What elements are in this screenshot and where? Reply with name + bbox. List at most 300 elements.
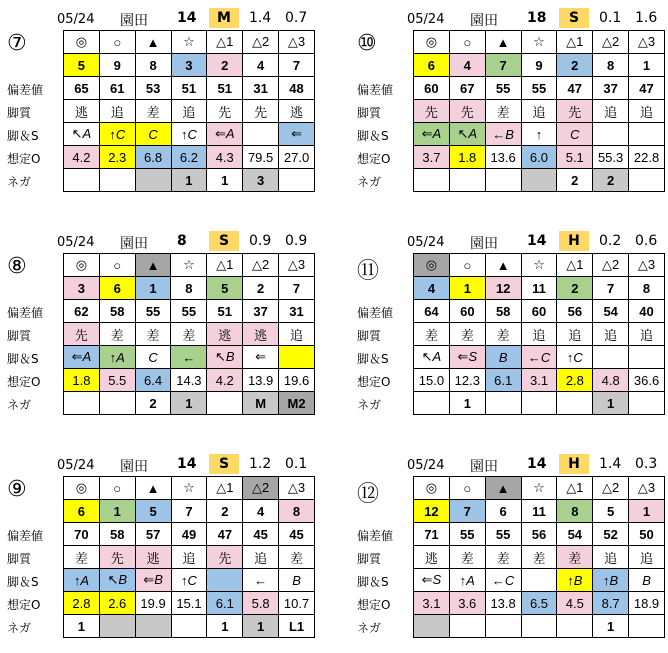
race-date: 05/24 xyxy=(57,12,95,27)
legs-speed-row xyxy=(414,123,665,146)
legs-speed-cell: ↑A xyxy=(64,569,100,592)
mark-cell: ▲ xyxy=(135,477,171,500)
negative-cell: 1 xyxy=(593,392,629,415)
deviation-cell: 58 xyxy=(99,300,135,323)
deviation-cell: 55 xyxy=(135,300,171,323)
running-style-cell: 追 xyxy=(593,100,629,123)
header-value-1: 0.9 xyxy=(249,233,272,249)
legs-speed-cell xyxy=(207,569,243,592)
row-label: 偏差値 xyxy=(357,306,394,320)
deviation-cell: 52 xyxy=(593,523,629,546)
legs-speed-cell xyxy=(521,569,557,592)
legs-speed-cell: ⇐A xyxy=(64,346,100,369)
mark-cell: △3 xyxy=(279,254,315,277)
row-label: 脚＆S xyxy=(357,129,389,143)
horse-number-cell: 7 xyxy=(279,54,315,77)
deviation-cell: 40 xyxy=(629,300,665,323)
expected-odds-cell: 3.7 xyxy=(414,146,450,169)
running-style-cell: 先 xyxy=(557,100,593,123)
running-style-cell: 差 xyxy=(485,100,521,123)
legs-speed-cell: ↑A xyxy=(449,569,485,592)
negative-cell: 2 xyxy=(135,392,171,415)
deviation-row xyxy=(414,77,665,100)
deviation-cell: 55 xyxy=(449,523,485,546)
horse-number-cell: 12 xyxy=(414,500,450,523)
horse-number-row xyxy=(64,277,315,300)
expected-odds-cell: 2.3 xyxy=(99,146,135,169)
mark-cell: △2 xyxy=(243,254,279,277)
mark-row xyxy=(64,31,315,54)
runner-count: 14 xyxy=(527,456,547,472)
negative-cell xyxy=(449,169,485,192)
horse-number-cell: 7 xyxy=(449,500,485,523)
deviation-cell: 49 xyxy=(171,523,207,546)
running-style-cell: 差 xyxy=(449,323,485,346)
negative-cell xyxy=(414,615,450,638)
negative-cell xyxy=(99,169,135,192)
running-style-cell: 差 xyxy=(135,323,171,346)
race-panel xyxy=(5,230,315,430)
expected-odds-cell: 6.0 xyxy=(521,146,557,169)
horse-number-cell: 11 xyxy=(521,277,557,300)
deviation-cell: 55 xyxy=(485,523,521,546)
running-style-cell: 差 xyxy=(64,546,100,569)
running-style-cell: 追 xyxy=(279,323,315,346)
legs-speed-row xyxy=(414,569,665,592)
legs-speed-cell: ⇐ xyxy=(243,346,279,369)
expected-odds-row xyxy=(64,369,315,392)
negative-cell xyxy=(99,615,135,638)
running-style-cell: 差 xyxy=(99,323,135,346)
expected-odds-cell: 5.8 xyxy=(243,592,279,615)
horse-number-cell: 1 xyxy=(449,277,485,300)
legs-speed-row xyxy=(64,569,315,592)
horse-number-cell: 8 xyxy=(593,54,629,77)
deviation-cell: 51 xyxy=(207,300,243,323)
legs-speed-cell: ↑C xyxy=(171,569,207,592)
expected-odds-cell: 13.6 xyxy=(485,146,521,169)
row-label: 想定O xyxy=(7,375,41,389)
negative-cell xyxy=(521,615,557,638)
expected-odds-cell: 2.6 xyxy=(99,592,135,615)
expected-odds-cell: 6.1 xyxy=(207,592,243,615)
legs-speed-cell xyxy=(243,123,279,146)
negative-row xyxy=(64,169,315,192)
mark-cell: ▲ xyxy=(485,31,521,54)
deviation-cell: 56 xyxy=(557,300,593,323)
legs-speed-cell: ←C xyxy=(521,346,557,369)
negative-cell: 1 xyxy=(449,392,485,415)
expected-odds-cell: 27.0 xyxy=(279,146,315,169)
deviation-row xyxy=(64,77,315,100)
race-date: 05/24 xyxy=(407,12,445,27)
mark-cell: ◎ xyxy=(64,31,100,54)
expected-odds-cell: 2.8 xyxy=(557,369,593,392)
negative-cell xyxy=(485,392,521,415)
horse-number-cell: 8 xyxy=(279,500,315,523)
legs-speed-cell: ↑C xyxy=(171,123,207,146)
horse-number-cell: 7 xyxy=(485,54,521,77)
running-style-cell: 追 xyxy=(243,546,279,569)
deviation-cell: 47 xyxy=(557,77,593,100)
header-value-1: 1.4 xyxy=(249,10,272,26)
deviation-cell: 45 xyxy=(279,523,315,546)
header-value-1: 1.4 xyxy=(599,456,622,472)
mark-cell: △1 xyxy=(557,254,593,277)
mark-cell: ○ xyxy=(99,254,135,277)
row-label: 偏差値 xyxy=(357,83,394,97)
expected-odds-cell: 55.3 xyxy=(593,146,629,169)
mark-cell: △3 xyxy=(629,31,665,54)
legs-speed-cell: B xyxy=(629,569,665,592)
expected-odds-cell: 14.3 xyxy=(171,369,207,392)
row-label: 想定O xyxy=(7,152,41,166)
mark-cell: ▲ xyxy=(485,254,521,277)
expected-odds-cell: 3.6 xyxy=(449,592,485,615)
negative-cell xyxy=(414,169,450,192)
expected-odds-cell: 6.1 xyxy=(485,369,521,392)
expected-odds-cell: 5.1 xyxy=(557,146,593,169)
race-grid xyxy=(63,476,315,638)
legs-speed-cell: ⇐B xyxy=(135,569,171,592)
running-style-cell: 差 xyxy=(449,546,485,569)
race-number: ⑦ xyxy=(7,31,27,56)
deviation-row xyxy=(64,523,315,546)
expected-odds-cell: 6.8 xyxy=(135,146,171,169)
horse-number-row xyxy=(414,277,665,300)
deviation-cell: 45 xyxy=(243,523,279,546)
horse-number-cell: 6 xyxy=(99,277,135,300)
legs-speed-row xyxy=(414,346,665,369)
running-style-cell: 差 xyxy=(171,323,207,346)
mark-cell: ☆ xyxy=(521,254,557,277)
running-style-cell: 差 xyxy=(279,546,315,569)
horse-number-cell: 6 xyxy=(485,500,521,523)
running-style-row xyxy=(414,323,665,346)
expected-odds-row xyxy=(414,146,665,169)
running-style-cell: 追 xyxy=(593,546,629,569)
row-label: 脚＆S xyxy=(357,352,389,366)
mark-cell: △2 xyxy=(243,31,279,54)
mark-cell: ○ xyxy=(449,31,485,54)
mark-cell: △1 xyxy=(207,477,243,500)
deviation-row xyxy=(414,523,665,546)
legs-speed-cell: C xyxy=(135,123,171,146)
running-style-cell: 追 xyxy=(171,100,207,123)
race-number: ⑨ xyxy=(7,477,27,502)
race-venue: 園田 xyxy=(120,459,148,475)
legs-speed-row xyxy=(64,123,315,146)
running-style-cell: 差 xyxy=(135,100,171,123)
race-grid xyxy=(413,476,665,638)
grade-badge: S xyxy=(559,8,589,28)
row-label: ネガ xyxy=(7,398,32,412)
mark-cell: ◎ xyxy=(64,254,100,277)
row-label: ネガ xyxy=(357,621,382,635)
horse-number-cell: 1 xyxy=(135,277,171,300)
horse-number-cell: 1 xyxy=(629,54,665,77)
expected-odds-cell: 6.5 xyxy=(521,592,557,615)
deviation-cell: 56 xyxy=(521,523,557,546)
horse-number-cell: 8 xyxy=(135,54,171,77)
running-style-row xyxy=(64,546,315,569)
legs-speed-cell: ⇐S xyxy=(414,569,450,592)
legs-speed-cell: ⇐ xyxy=(279,123,315,146)
horse-number-cell: 4 xyxy=(449,54,485,77)
deviation-cell: 55 xyxy=(485,77,521,100)
legs-speed-row xyxy=(64,346,315,369)
legs-speed-cell: ↑B xyxy=(593,569,629,592)
running-style-cell: 逃 xyxy=(207,323,243,346)
legs-speed-cell: ↖B xyxy=(99,569,135,592)
mark-cell: △2 xyxy=(593,31,629,54)
running-style-cell: 追 xyxy=(629,323,665,346)
expected-odds-cell: 3.1 xyxy=(414,592,450,615)
deviation-cell: 47 xyxy=(629,77,665,100)
expected-odds-cell: 13.9 xyxy=(243,369,279,392)
runner-count: 14 xyxy=(177,456,197,472)
legs-speed-cell xyxy=(279,346,315,369)
mark-cell: △3 xyxy=(279,31,315,54)
mark-cell: △1 xyxy=(557,31,593,54)
race-header xyxy=(355,230,665,252)
negative-cell xyxy=(485,615,521,638)
horse-number-cell: 2 xyxy=(557,54,593,77)
negative-cell xyxy=(449,615,485,638)
mark-cell: ○ xyxy=(99,31,135,54)
running-style-cell: 追 xyxy=(629,546,665,569)
negative-cell xyxy=(64,392,100,415)
runner-count: 14 xyxy=(177,10,197,26)
grade-badge: S xyxy=(209,454,239,474)
negative-cell: M2 xyxy=(279,392,315,415)
running-style-row xyxy=(414,546,665,569)
legs-speed-cell: ←B xyxy=(485,123,521,146)
expected-odds-cell: 4.5 xyxy=(557,592,593,615)
row-label: 偏差値 xyxy=(357,529,394,543)
horse-number-row xyxy=(64,500,315,523)
expected-odds-cell: 2.8 xyxy=(64,592,100,615)
negative-cell xyxy=(171,615,207,638)
race-grid xyxy=(63,30,315,192)
negative-cell: 1 xyxy=(243,615,279,638)
mark-row xyxy=(414,254,665,277)
race-venue: 園田 xyxy=(470,459,498,475)
expected-odds-cell: 15.1 xyxy=(171,592,207,615)
expected-odds-cell: 22.8 xyxy=(629,146,665,169)
running-style-row xyxy=(64,100,315,123)
running-style-cell: 差 xyxy=(485,323,521,346)
race-grid xyxy=(413,253,665,415)
deviation-cell: 65 xyxy=(64,77,100,100)
negative-row xyxy=(64,392,315,415)
mark-cell: △2 xyxy=(593,254,629,277)
legs-speed-cell xyxy=(629,346,665,369)
legs-speed-cell: C xyxy=(135,346,171,369)
running-style-cell: 追 xyxy=(593,323,629,346)
expected-odds-cell: 12.3 xyxy=(449,369,485,392)
race-header xyxy=(355,7,665,29)
horse-number-cell: 2 xyxy=(207,54,243,77)
negative-row xyxy=(414,169,665,192)
horse-number-cell: 5 xyxy=(64,54,100,77)
running-style-cell: 追 xyxy=(171,546,207,569)
deviation-cell: 70 xyxy=(64,523,100,546)
legs-speed-cell: ⇐A xyxy=(414,123,450,146)
deviation-cell: 47 xyxy=(207,523,243,546)
expected-odds-cell: 19.9 xyxy=(135,592,171,615)
horse-number-cell: 1 xyxy=(99,500,135,523)
negative-cell xyxy=(135,615,171,638)
deviation-cell: 53 xyxy=(135,77,171,100)
expected-odds-cell: 8.7 xyxy=(593,592,629,615)
row-label: ネガ xyxy=(357,175,382,189)
grade-badge: M xyxy=(209,8,239,28)
legs-speed-cell xyxy=(593,346,629,369)
race-panel xyxy=(355,230,665,430)
deviation-cell: 37 xyxy=(243,300,279,323)
row-label: 偏差値 xyxy=(7,529,44,543)
header-value-2: 0.3 xyxy=(635,456,658,472)
mark-cell: ◎ xyxy=(414,477,450,500)
row-label: 偏差値 xyxy=(7,306,44,320)
expected-odds-cell: 4.2 xyxy=(207,369,243,392)
running-style-cell: 差 xyxy=(485,546,521,569)
mark-cell: △3 xyxy=(629,254,665,277)
running-style-row xyxy=(414,100,665,123)
deviation-cell: 60 xyxy=(449,300,485,323)
legs-speed-cell: ↖A xyxy=(64,123,100,146)
legs-speed-cell: ← xyxy=(243,569,279,592)
expected-odds-cell: 4.3 xyxy=(207,146,243,169)
expected-odds-row xyxy=(414,592,665,615)
horse-number-cell: 3 xyxy=(64,277,100,300)
horse-number-row xyxy=(414,54,665,77)
deviation-cell: 57 xyxy=(135,523,171,546)
running-style-cell: 先 xyxy=(99,546,135,569)
mark-cell: △1 xyxy=(557,477,593,500)
mark-cell: ☆ xyxy=(171,254,207,277)
deviation-cell: 62 xyxy=(64,300,100,323)
mark-cell: △1 xyxy=(207,31,243,54)
legs-speed-cell: ↑C xyxy=(99,123,135,146)
deviation-cell: 55 xyxy=(521,77,557,100)
negative-cell xyxy=(207,392,243,415)
horse-number-cell: 3 xyxy=(171,54,207,77)
horse-number-cell: 7 xyxy=(171,500,207,523)
header-value-2: 0.9 xyxy=(285,233,308,249)
negative-cell xyxy=(629,169,665,192)
race-date: 05/24 xyxy=(57,235,95,250)
running-style-cell: 追 xyxy=(99,100,135,123)
header-value-2: 0.7 xyxy=(285,10,308,26)
mark-cell: △3 xyxy=(629,477,665,500)
row-label: 脚質 xyxy=(7,106,32,120)
race-venue: 園田 xyxy=(120,236,148,252)
running-style-cell: 先 xyxy=(207,546,243,569)
mark-cell: ☆ xyxy=(171,477,207,500)
negative-cell: 1 xyxy=(207,169,243,192)
running-style-cell: 逃 xyxy=(135,546,171,569)
legs-speed-cell: ← xyxy=(171,346,207,369)
mark-cell: ○ xyxy=(99,477,135,500)
row-label: ネガ xyxy=(7,175,32,189)
race-venue: 園田 xyxy=(470,236,498,252)
mark-cell: ▲ xyxy=(135,31,171,54)
horse-number-cell: 5 xyxy=(593,500,629,523)
horse-number-cell: 8 xyxy=(629,277,665,300)
expected-odds-row xyxy=(64,592,315,615)
legs-speed-cell: ↖A xyxy=(414,346,450,369)
race-date: 05/24 xyxy=(407,458,445,473)
negative-cell xyxy=(629,392,665,415)
negative-cell xyxy=(557,615,593,638)
row-label: 脚＆S xyxy=(7,352,39,366)
grade-badge: S xyxy=(209,231,239,251)
deviation-cell: 71 xyxy=(414,523,450,546)
negative-row xyxy=(64,615,315,638)
mark-cell: ◎ xyxy=(64,477,100,500)
expected-odds-cell: 4.8 xyxy=(593,369,629,392)
race-date: 05/24 xyxy=(57,458,95,473)
row-label: 脚質 xyxy=(357,552,382,566)
negative-cell xyxy=(629,615,665,638)
horse-number-cell: 2 xyxy=(207,500,243,523)
race-panel xyxy=(355,7,665,207)
deviation-cell: 60 xyxy=(521,300,557,323)
row-label: 脚＆S xyxy=(7,129,39,143)
row-label: ネガ xyxy=(7,621,32,635)
horse-number-cell: 7 xyxy=(279,277,315,300)
row-label: 脚質 xyxy=(7,329,32,343)
runner-count: 18 xyxy=(527,10,547,26)
row-label: 想定O xyxy=(7,598,41,612)
deviation-cell: 48 xyxy=(279,77,315,100)
negative-cell: 1 xyxy=(171,169,207,192)
legs-speed-cell: C xyxy=(557,123,593,146)
deviation-cell: 61 xyxy=(99,77,135,100)
grade-badge: H xyxy=(559,231,589,251)
negative-cell: 1 xyxy=(207,615,243,638)
mark-cell: △2 xyxy=(593,477,629,500)
expected-odds-cell: 15.0 xyxy=(414,369,450,392)
header-value-1: 1.2 xyxy=(249,456,272,472)
horse-number-cell: 6 xyxy=(64,500,100,523)
expected-odds-cell: 10.7 xyxy=(279,592,315,615)
horse-number-cell: 8 xyxy=(171,277,207,300)
negative-cell: M xyxy=(243,392,279,415)
running-style-row xyxy=(64,323,315,346)
race-panel xyxy=(355,453,665,653)
expected-odds-cell: 1.8 xyxy=(64,369,100,392)
runner-count: 8 xyxy=(177,233,187,249)
deviation-cell: 64 xyxy=(414,300,450,323)
runner-count: 14 xyxy=(527,233,547,249)
legs-speed-cell: ↑C xyxy=(557,346,593,369)
running-style-cell: 逃 xyxy=(243,323,279,346)
mark-cell: ◎ xyxy=(414,254,450,277)
expected-odds-row xyxy=(414,369,665,392)
header-value-1: 0.2 xyxy=(599,233,622,249)
mark-cell: ○ xyxy=(449,254,485,277)
legs-speed-cell: ↑B xyxy=(557,569,593,592)
grade-badge: H xyxy=(559,454,589,474)
mark-cell: △2 xyxy=(243,477,279,500)
header-value-2: 1.6 xyxy=(635,10,658,26)
horse-number-cell: 5 xyxy=(207,277,243,300)
negative-cell xyxy=(64,169,100,192)
running-style-cell: 差 xyxy=(414,323,450,346)
